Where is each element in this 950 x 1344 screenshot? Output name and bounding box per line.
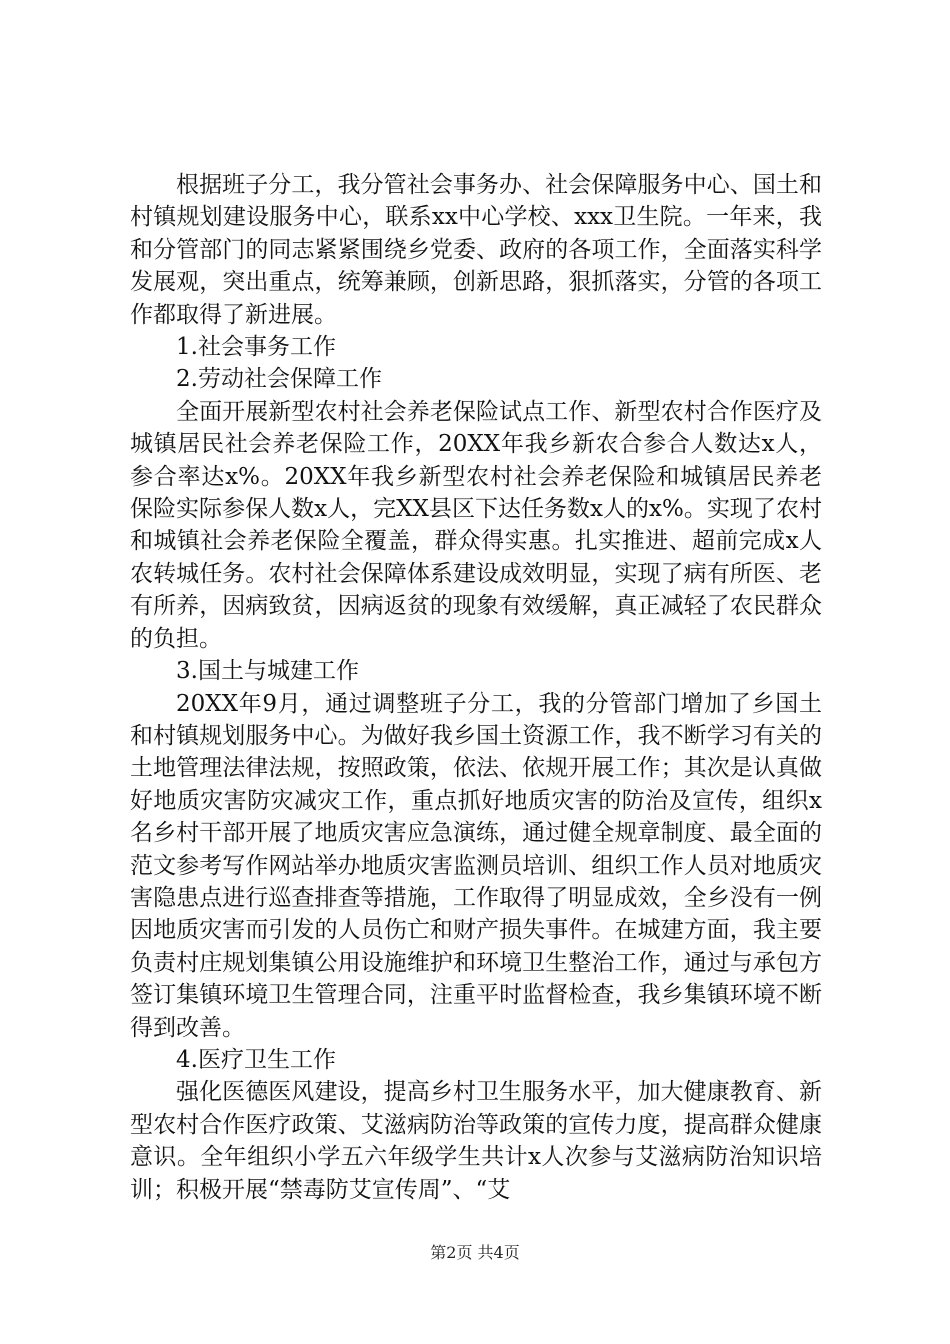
section-heading-land-construction: 3.国土与城建工作 — [176, 658, 359, 685]
section-heading-medical-health: 4.医疗卫生工作 — [176, 1046, 336, 1073]
document-body — [130, 169, 822, 1206]
paragraph-labor-security: 全面开展新型农村社会养老保险试点工作、新型农村合作医疗及城镇居民社会养老保险工作，20XX年我乡新农合参合人数达x人，参合率达x%。20XX年我乡新型农村社会养老保险和城镇居民养老保险实际参保人数x人，完XX县区下达任务数x人的x%。实现了农村和城镇社会养老保险全覆盖，群众得实惠。扎实推进、超前完成x人农转城任务。农村社会保障体系建设成效明显，实现了病有所医、老有所养，因病致贫，因病返贫的现象有效缓解，真正减轻了农民群众的负担。 — [130, 398, 822, 652]
paragraph-medical-health: 强化医德医风建设，提高乡村卫生服务水平，加大健康教育、新型农村合作医疗政策、艾滋病防治等政策的宣传力度，提高群众健康意识。全年组织小学五六年级学生共计x人次参与艾滋病防治知识培训；积极开展“禁毒防艾宣传周”、“艾 — [130, 1079, 822, 1203]
paragraph-land-construction: 20XX年9月，通过调整班子分工，我的分管部门增加了乡国土和村镇规划服务中心。为做好我乡国土资源工作，我不断学习有关的土地管理法律法规，按照政策，依法、依规开展工作；其次是认真做好地质灾害防灾减灾工作，重点抓好地质灾害的防治及宣传，组织x名乡村干部开展了地质灾害应急演练，通过健全规章制度、最全面的范文参考写作网站举办地质灾害监测员培训、组织工作人员对地质灾害隐患点进行巡查排查等措施，工作取得了明显成效，全乡没有一例因地质灾害而引发的人员伤亡和财产损失事件。在城建方面，我主要负责村庄规划集镇公用设施维护和环境卫生整治工作，通过与承包方签订集镇环境卫生管理合同，注重平时监督检查，我乡集镇环境不断得到改善。 — [130, 690, 822, 1041]
section-heading-social-affairs: 1.社会事务工作 — [176, 334, 336, 361]
page-footer: 第2页 共4页 — [430, 1243, 520, 1262]
section-heading-labor-security: 2.劳动社会保障工作 — [176, 366, 382, 393]
paragraph-intro: 根据班子分工，我分管社会事务办、社会保障服务中心、国土和村镇规划建设服务中心，联系xx中心学校、xxx卫生院。一年来，我和分管部门的同志紧紧围绕乡党委、政府的各项工作，全面落实科学发展观，突出重点，统筹兼顾，创新思路，狠抓落实，分管的各项工作都取得了新进展。 — [130, 172, 822, 328]
